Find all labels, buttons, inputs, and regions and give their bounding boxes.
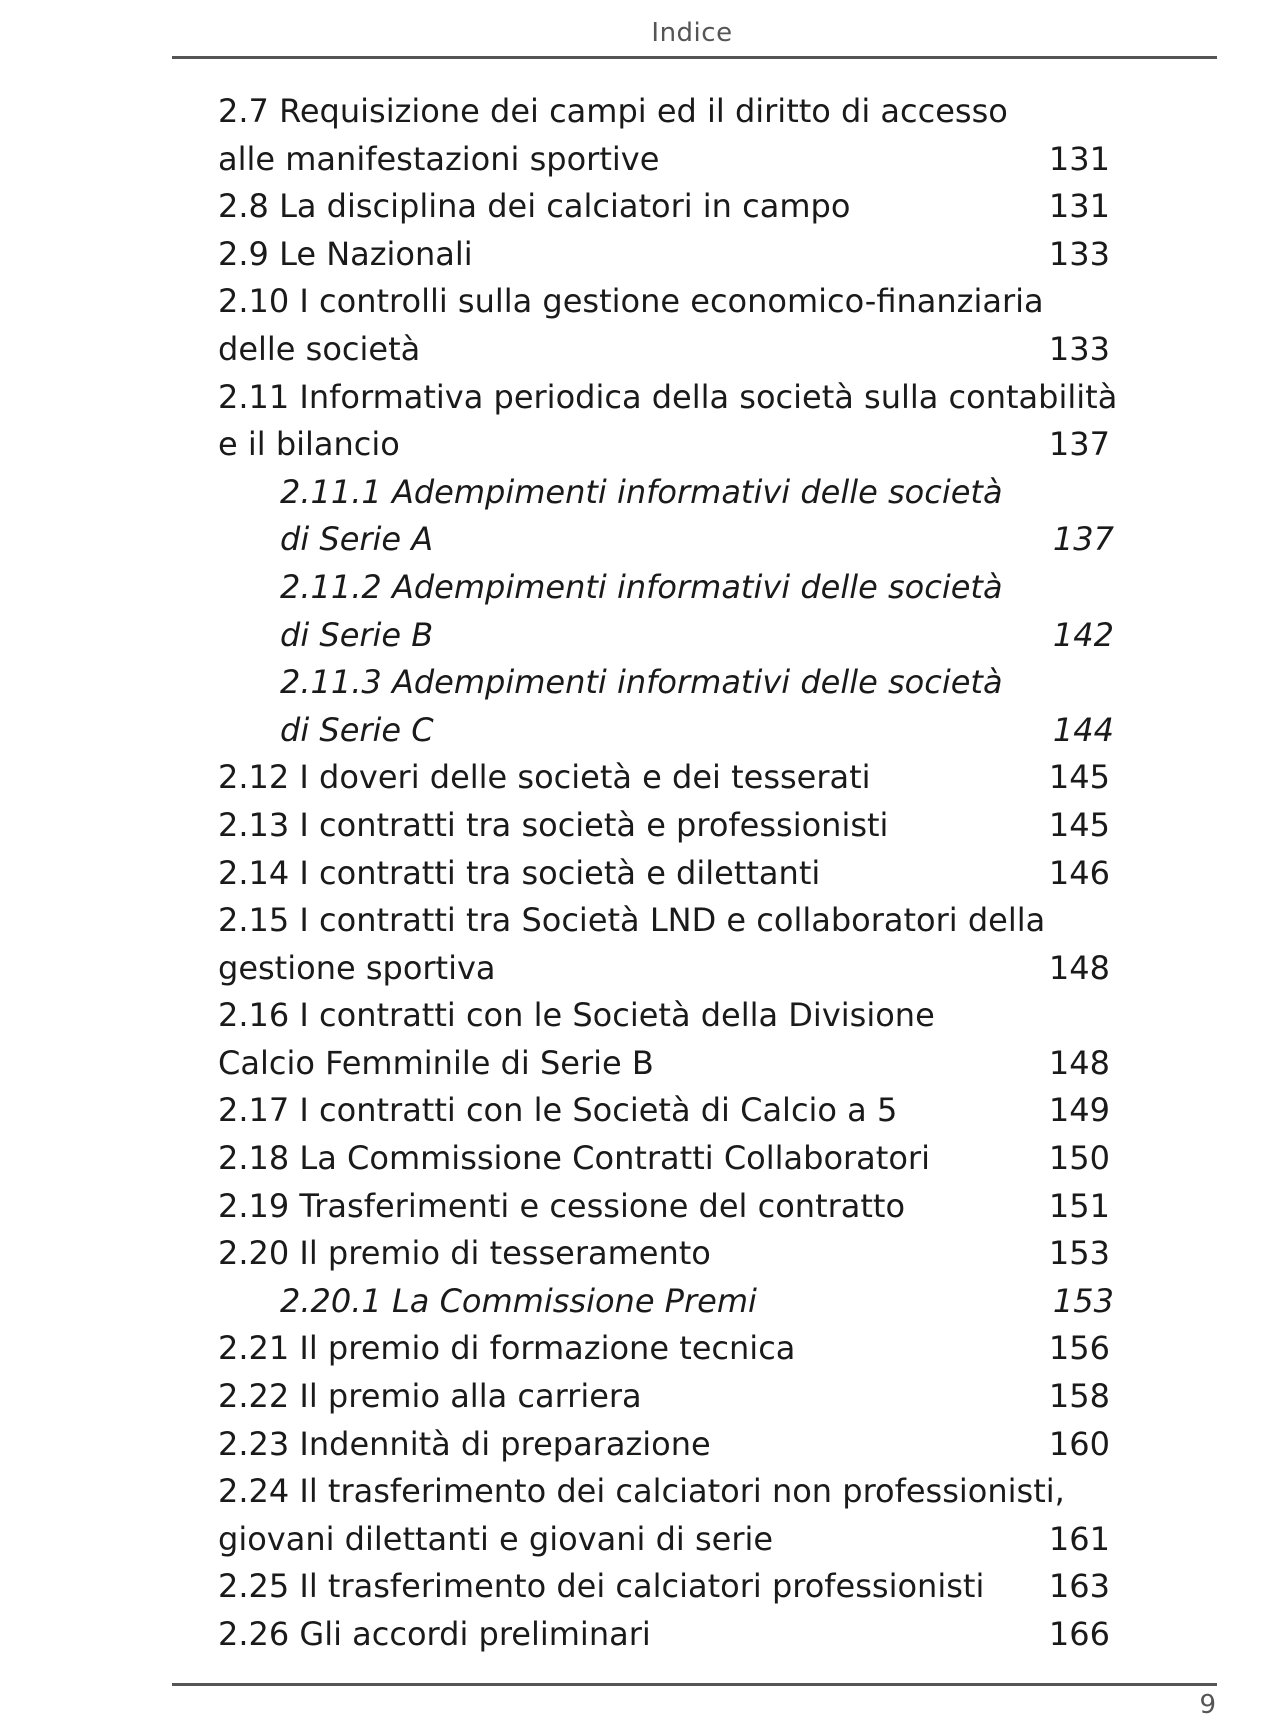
toc-entry-text: 2.8 La disciplina dei calciatori in campo	[218, 187, 851, 226]
toc-entry-text: 2.9 Le Nazionali	[218, 234, 473, 273]
toc-subentry-line	[218, 1278, 1118, 1326]
toc-entry-line	[218, 1183, 1118, 1231]
toc-entry-line	[218, 1087, 1118, 1135]
toc-entry-page: 148	[1048, 1043, 1110, 1082]
toc-entry-page: 133	[1048, 329, 1110, 368]
toc-entry-text: 2.24 Il trasferimento dei calciatori non professionisti,	[218, 1472, 1065, 1511]
toc-entry-text: di Serie B	[280, 615, 434, 654]
toc-entry-line	[218, 1516, 1118, 1564]
toc-entry-line	[218, 231, 1118, 279]
toc-entry-page: 160	[1048, 1424, 1110, 1463]
toc-subentry-line	[218, 564, 1118, 612]
footer-rule	[172, 1683, 1217, 1686]
toc-entry-text: 2.17 I contratti con le Società di Calcio a 5	[218, 1091, 898, 1130]
toc-entry-text: 2.11.3 Adempimenti informativi delle società	[280, 663, 1003, 702]
toc-entry-text: 2.10 I controlli sulla gestione economico-finanziaria	[218, 282, 1044, 321]
toc-entry-page: 149	[1048, 1091, 1110, 1130]
page-header-title: Indice	[651, 18, 733, 48]
toc-entry-page: 144	[1052, 710, 1114, 749]
toc-entry-text: 2.19 Trasferimenti e cessione del contratto	[218, 1186, 906, 1225]
toc-entry-text: alle manifestazioni sportive	[218, 139, 660, 178]
table-of-contents	[218, 88, 1118, 1659]
toc-entry-text: 2.11.1 Adempimenti informativi delle società	[280, 472, 1003, 511]
toc-entry-page: 150	[1048, 1139, 1110, 1178]
toc-entry-line	[218, 1611, 1118, 1659]
toc-entry-text: 2.7 Requisizione dei campi ed il diritto di accesso	[218, 92, 1008, 130]
toc-entry-page: 166	[1048, 1615, 1110, 1653]
toc-entry-line	[218, 945, 1118, 993]
toc-entry-text: e il bilancio	[218, 425, 400, 464]
toc-entry-text: 2.26 Gli accordi preliminari	[218, 1615, 651, 1653]
toc-entry-page: 148	[1048, 948, 1110, 987]
toc-entry-text: di Serie A	[280, 520, 434, 559]
toc-entry-line	[218, 1230, 1118, 1278]
toc-entry-line	[218, 88, 1118, 136]
toc-entry-text: 2.25 Il trasferimento dei calciatori professionisti	[218, 1567, 985, 1606]
toc-entry-line	[218, 754, 1118, 802]
toc-entry-page: 153	[1048, 1234, 1110, 1273]
toc-entry-page: 142	[1052, 615, 1114, 654]
toc-entry-line	[218, 1373, 1118, 1421]
toc-entry-page: 133	[1048, 234, 1110, 273]
toc-subentry-line	[218, 659, 1118, 707]
toc-entry-page: 145	[1048, 758, 1110, 797]
toc-entry-page: 146	[1048, 853, 1110, 892]
toc-entry-line	[218, 1468, 1118, 1516]
toc-subentry-line	[218, 516, 1118, 564]
toc-entry-line	[218, 1135, 1118, 1183]
header-rule	[172, 56, 1217, 59]
toc-subentry-line	[218, 612, 1118, 660]
toc-entry-text: 2.18 La Commissione Contratti Collaboratori	[218, 1139, 930, 1178]
toc-entry-page: 156	[1048, 1329, 1110, 1368]
page-number: 9	[1199, 1690, 1216, 1720]
toc-entry-line	[218, 1040, 1118, 1088]
toc-entry-text: delle società	[218, 329, 421, 368]
toc-subentry-line	[218, 469, 1118, 517]
toc-entry-line	[218, 1563, 1118, 1611]
toc-entry-line	[218, 278, 1118, 326]
toc-entry-page: 161	[1048, 1519, 1110, 1558]
toc-entry-text: 2.16 I contratti con le Società della Divisione	[218, 996, 935, 1035]
toc-entry-text: 2.11.2 Adempimenti informativi delle società	[280, 567, 1003, 606]
toc-entry-line	[218, 992, 1118, 1040]
toc-entry-line	[218, 374, 1118, 422]
toc-entry-text: 2.15 I contratti tra Società LND e collaboratori della	[218, 901, 1046, 940]
toc-entry-page: 137	[1052, 520, 1114, 559]
toc-entry-page: 151	[1048, 1186, 1110, 1225]
toc-subentry-line	[218, 707, 1118, 755]
toc-entry-page: 145	[1048, 805, 1110, 844]
toc-entry-line	[218, 850, 1118, 898]
toc-entry-text: 2.12 I doveri delle società e dei tesserati	[218, 758, 871, 797]
toc-entry-text: 2.20 Il premio di tesseramento	[218, 1234, 711, 1273]
toc-entry-line	[218, 1325, 1118, 1373]
toc-entry-line	[218, 1421, 1118, 1469]
toc-entry-page: 131	[1048, 139, 1110, 178]
toc-entry-line	[218, 326, 1118, 374]
toc-entry-text: 2.23 Indennità di preparazione	[218, 1424, 711, 1463]
toc-entry-line	[218, 183, 1118, 231]
toc-entry-text: di Serie C	[280, 710, 434, 749]
toc-entry-page: 163	[1048, 1567, 1110, 1606]
toc-entry-line	[218, 136, 1118, 184]
toc-entry-page: 153	[1052, 1281, 1114, 1320]
toc-entry-line	[218, 897, 1118, 945]
toc-entry-line	[218, 802, 1118, 850]
toc-entry-text: 2.14 I contratti tra società e dilettanti	[218, 853, 821, 892]
toc-entry-page: 158	[1048, 1377, 1110, 1416]
toc-entry-text: 2.22 Il premio alla carriera	[218, 1377, 642, 1416]
toc-entry-text: Calcio Femminile di Serie B	[218, 1043, 654, 1082]
toc-entry-page: 137	[1048, 425, 1110, 464]
toc-entry-line	[218, 421, 1118, 469]
toc-entry-text: 2.20.1 La Commissione Premi	[280, 1281, 757, 1320]
toc-entry-text: gestione sportiva	[218, 948, 496, 987]
toc-entry-text: 2.21 Il premio di formazione tecnica	[218, 1329, 796, 1368]
toc-entry-text: 2.13 I contratti tra società e professionisti	[218, 805, 889, 844]
toc-entry-page: 131	[1048, 187, 1110, 226]
toc-entry-text: giovani dilettanti e giovani di serie	[218, 1519, 774, 1558]
toc-entry-text: 2.11 Informativa periodica della società sulla contabilità	[218, 377, 1118, 416]
